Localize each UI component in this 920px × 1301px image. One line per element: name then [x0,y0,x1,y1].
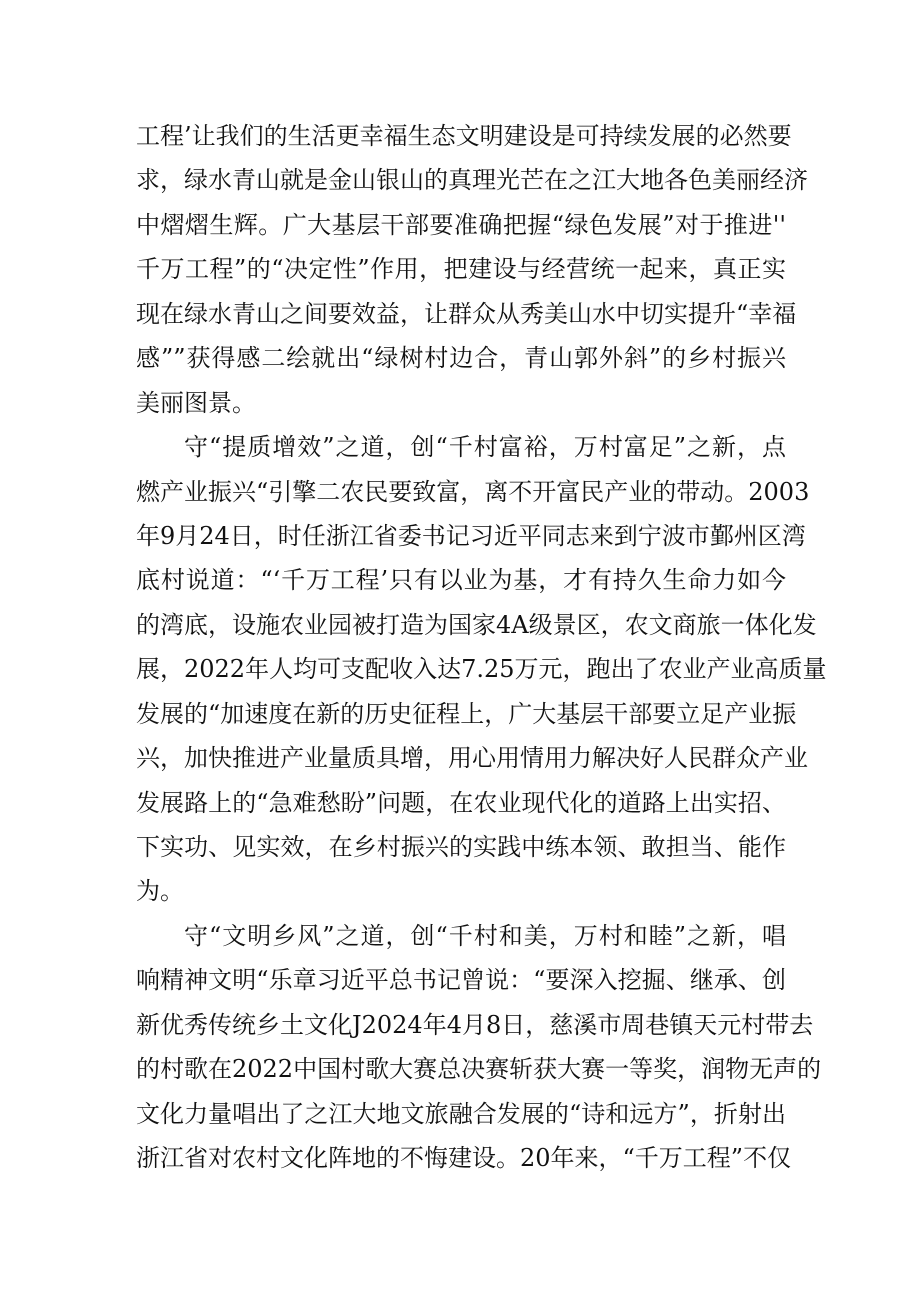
text-line: 展，2022年人均可支配收入达7.25万元，跑出了农业产业高质量 [136,655,827,684]
text-line: 下实功、见实效，在乡村振兴的实践中练本领、敢担当、能作 [136,833,786,861]
text-line: 浙江省对农村文化阵地的不悔建设。20年来，“千万工程”不仅 [136,1144,792,1173]
text-line: 的湾底，设施农业园被打造为国家4A级景区，农文商旅一体化发 [136,610,817,639]
text-line: 工程’让我们的生活更幸福生态文明建设是可持续发展的必然要 [136,122,792,150]
text-line: 新优秀传统乡土文化J2024年4月8日，慈溪市周巷镇天元村带去 [136,1010,814,1039]
text-line: 的村歌在2022中国村歌大赛总决赛斩获大赛一等奖，润物无声的 [136,1055,822,1084]
text-line: 底村说道：“‘千万工程’只有以业为基，才有持久生命力如今 [136,566,786,595]
text-line: 燃产业振兴“引擎二农民要致富，离不开富民产业的带动。2003 [136,477,810,506]
text-line: 中熠熠生辉。广大基层干部要准确把握“绿色发展”对于推进'' [136,210,786,239]
text-line: 感””获得感二绘就出“绿树村边合，青山郭外斜”的乡村振兴 [136,344,786,373]
text-line: 求，绿水青山就是金山银山的真理光芒在之江大地各色美丽经济 [136,166,808,195]
paragraph-first-line: 守“提质增效”之道，创“千村富裕，万村富足”之新，点 [184,433,786,462]
text-line: 兴，加快推进产业量质具增，用心用情用力解决好人民群众产业 [136,744,808,773]
text-line: 为。 [136,877,184,906]
text-line: 美丽图景。 [136,388,256,417]
text-line: 千万工程”的“决定性”作用，把建设与经营统一起来，真正实 [136,255,786,284]
text-line: 现在绿水青山之间要效益，让群众从秀美山水中切实提升“幸福 [136,299,797,328]
text-line: 发展的“加速度在新的历史征程上，广大基层干部要立足产业振 [136,699,797,728]
text-line: 响精神文明“乐章习近平总书记曾说：“要深入挖掘、继承、创 [136,966,786,995]
text-line: 年9月24日，时任浙江省委书记习近平同志来到宁波市鄞州区湾 [136,521,806,550]
text-line: 文化力量唱出了之江大地文旅融合发展的“诗和远方”，折射出 [136,1099,786,1128]
paragraph-first-line: 守“文明乡风”之道，创“千村和美，万村和睦”之新，唱 [184,921,786,950]
text-line: 发展路上的“急难愁盼”问题，在农业现代化的道路上出实招、 [136,788,786,817]
body-text [136,114,827,1181]
